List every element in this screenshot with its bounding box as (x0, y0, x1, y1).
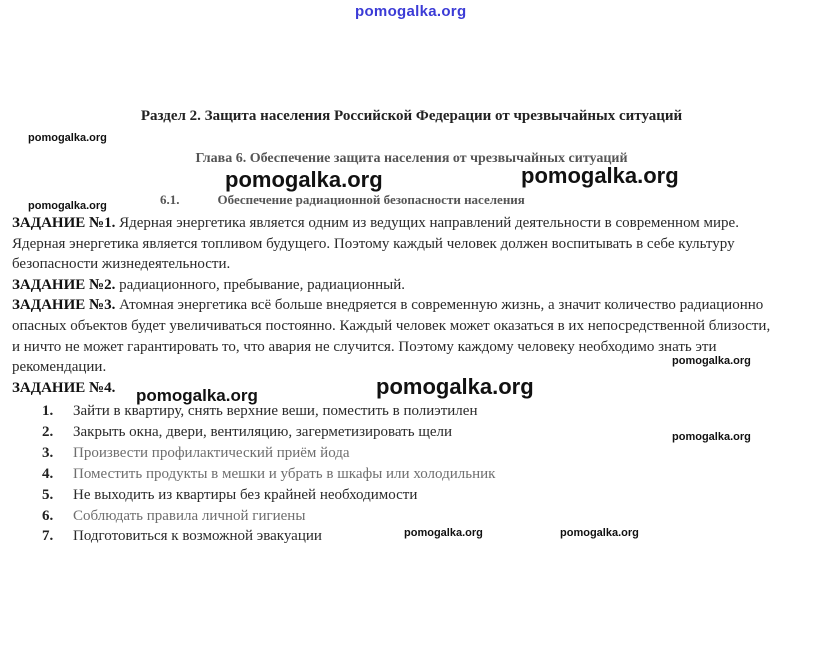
watermark: pomogalka.org (28, 200, 107, 212)
task-1-label: ЗАДАНИЕ №1. (12, 215, 116, 231)
list-item (42, 485, 495, 506)
subsection-heading (160, 192, 525, 208)
list-item-text: Произвести профилактический приём йода (73, 444, 350, 461)
list-item-number: 4. (42, 465, 54, 482)
list-item (42, 506, 495, 527)
section-heading: Раздел 2. Защита населения Российской Федерации от чрезвычайных ситуаций (140, 108, 683, 124)
watermark: pomogalka.org (376, 374, 534, 399)
list-item-number: 7. (42, 528, 54, 545)
list-item-number: 6. (42, 507, 54, 524)
task-3 (12, 295, 772, 377)
task-1-text: Ядерная энергетика является одним из ведущих направлений деятельности в современном мире. Ядерная энергетика является топливом будущего. Поэтому каждый человек должен воспитывать в себе культуру безопасности жизнедеятельности. (12, 215, 739, 273)
list-item-number: 1. (42, 403, 54, 419)
watermark: pomogalka.org (672, 431, 751, 443)
watermark: pomogalka.org (521, 163, 679, 188)
list-item-text: Не выходить из квартиры без крайней необходимости (73, 486, 418, 503)
subsection-title: Обеспечение радиационной безопасности населения (217, 192, 525, 207)
list-item-text: Зайти в квартиру, снять верхние веши, поместить в полиэтилен (73, 403, 478, 419)
task-2 (12, 275, 772, 296)
task-2-text: радиационного, пребывание, радиационный. (115, 276, 406, 293)
list-item (42, 422, 495, 443)
task-3-label: ЗАДАНИЕ №3. (12, 297, 116, 314)
list-item-text: Поместить продукты в мешки и убрать в шкафы или холодильник (73, 465, 496, 482)
watermark: pomogalka.org (672, 355, 751, 367)
list-item-number: 3. (42, 444, 54, 461)
list-item (42, 443, 495, 464)
list-item-text: Закрыть окна, двери, вентиляцию, загерметизировать щели (73, 423, 453, 440)
subsection-number: 6.1. (160, 192, 180, 207)
chapter-heading: Глава 6. Обеспечение защита населения от чрезвычайных ситуаций (195, 151, 628, 166)
task-1 (12, 213, 772, 275)
watermark: pomogalka.org (28, 132, 107, 144)
watermark: pomogalka.org (225, 167, 383, 192)
task-4-list (42, 401, 495, 547)
task-4-label: ЗАДАНИЕ №4. (12, 379, 116, 396)
list-item-number: 2. (42, 423, 54, 440)
task-2-label: ЗАДАНИЕ №2. (12, 276, 116, 293)
watermark: pomogalka.org (404, 527, 483, 539)
tasks-body (12, 213, 772, 398)
list-item-number: 5. (42, 486, 54, 503)
list-item (42, 464, 495, 485)
watermark-top: pomogalka.org (355, 3, 467, 20)
watermark: pomogalka.org (136, 386, 258, 405)
watermark: pomogalka.org (560, 527, 639, 539)
list-item-text: Подготовиться к возможной эвакуации (73, 528, 322, 545)
list-item (42, 401, 495, 422)
list-item-text: Соблюдать правила личной гигиены (73, 507, 306, 524)
task-3-text: Атомная энергетика всё больше внедряется в современную жизнь, а значит количество радиационно опасных объектов будет увеличиваться постоянно. Каждый человек может оказаться в их непосредственной близости, и ничто не может гарантировать то, что авария не случится. Поэтому каждому человеку необходимо знать эти рекомендации. (12, 297, 771, 376)
